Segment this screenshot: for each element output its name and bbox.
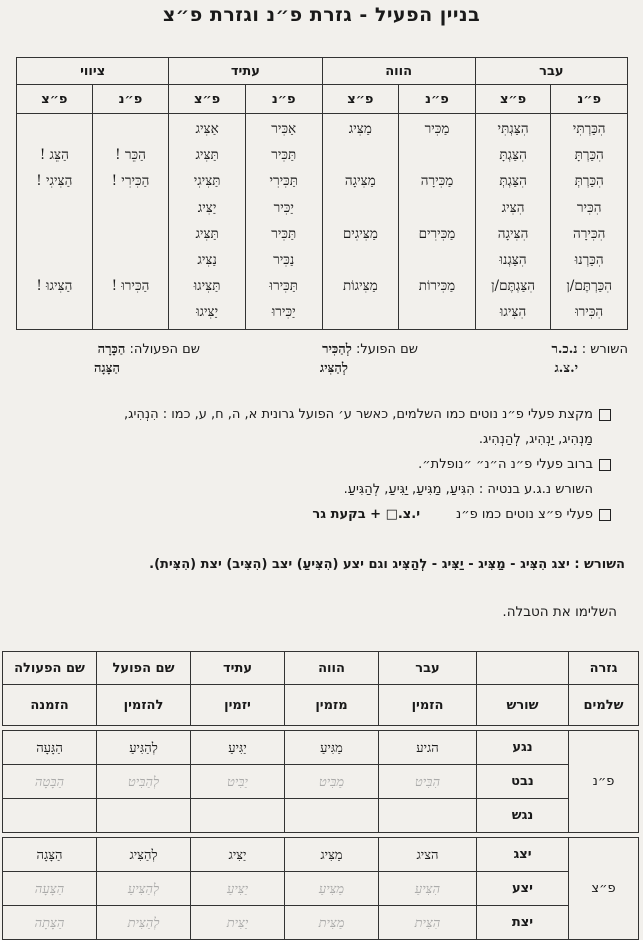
note-3: פעלי פ״צ נוטים כמו פ״נ י.צ.□ + בקעת גר [16,502,611,527]
root-ytzg: י.צ.ג [554,361,578,376]
example-action-noun: הזמנה [3,685,97,726]
group-pn: פ״נ [569,731,639,833]
header-future: עתיד [169,58,322,85]
root-cell: יצת [477,906,569,940]
conjugated-form [399,299,475,325]
future-cell[interactable]: יַצִּיעַ [191,872,285,906]
column-future-pn [245,114,322,330]
conjugated-form: הִכִּירָה [573,225,606,242]
infinitive-lehakir: לְהַכִּיר [322,342,352,357]
checkbox-icon [599,509,611,521]
header-shlemim: שלמים [569,685,639,726]
conjugated-form [93,116,169,142]
column-present-pn [399,114,476,330]
conjugated-form: מַצִּיגִים [342,225,378,242]
root-cell: יצג [477,838,569,872]
subheader-pz: פ״צ [17,85,93,114]
conjugated-form [17,116,92,142]
conjugated-form: תַּצִּיג [195,147,219,164]
action-noun-cell[interactable]: הַגָּעָה [3,731,97,765]
conjugated-form [93,247,169,273]
conjugated-form [93,195,169,221]
action-noun-cell[interactable]: הַצָּגָה [3,838,97,872]
roots-summary [16,340,628,380]
conjugated-form: הִצִּיגָה [497,225,529,242]
conjugated-form: יַצִּיג [197,199,217,216]
future-cell[interactable]: יַצִּית [191,906,285,940]
example-infinitive: להזמין [97,685,191,726]
conjugated-form [323,142,399,168]
table-row [3,838,639,872]
table-row [3,799,639,833]
conjugated-form: הִצִּיג [501,199,525,216]
header-present: הווה [322,58,475,85]
conjugated-form: תַּכִּיר [271,147,297,164]
infinitive-cell[interactable]: לְהַבִּיט [97,765,191,799]
conjugated-form: יַכִּיר [273,199,294,216]
action-noun-cell[interactable]: הַבָּטָה [3,765,97,799]
root-nkr: נ.כ.ר [551,342,578,357]
instruction: השלימו את הטבלה. [502,604,617,620]
conjugated-form: הִצַּגְנוּ [499,251,527,268]
conjugated-form: הַצֵּג ! [39,147,69,164]
conjugated-form: תַּצִּיג [195,225,219,242]
note-2-example: השורש נ.ג.ע בנטיה : הִגִּיעַ, מַגִּיעַ, יַגִּיעַ, לְהַגִּיעַ. [343,482,593,497]
column-past-pz [475,114,551,330]
header-past: עבר [475,58,627,85]
conjugated-form [323,195,399,221]
future-cell[interactable]: יַבִּיט [191,765,285,799]
table-row [3,872,639,906]
conjugated-form [323,299,399,325]
conjugated-form: מַצִּיגוֹת [342,278,378,295]
conjugated-form: תַּכִּירוּ [269,278,298,295]
subheader-pn: פ״נ [551,85,628,114]
page-title: בניין הפעיל - גזרת פ״נ וגזרת פ״צ [162,4,481,26]
conjugated-form: הַצִּיגִי ! [36,173,73,190]
conjugated-form: אַכִּיר [271,121,297,137]
conjugated-form: נַכִּיר [273,251,295,268]
example-future: יזמין [191,685,285,726]
note-3-formula: י.צ.□ + בקעת גר [312,507,421,522]
conjugated-form: הִצַּגְתָּ [499,147,527,164]
column-past-pn [551,114,628,330]
column-future-pz [169,114,246,330]
past-cell[interactable]: הגיע [379,731,477,765]
action-noun-hakara: הַכָּרָה [97,342,126,357]
conjugated-form: נַצִּיג [197,251,217,268]
past-cell[interactable]: הִצִּיעַ [379,872,477,906]
conjugated-form: מַכִּיר [424,121,450,137]
infinitive-cell[interactable]: לְהַצִּית [97,906,191,940]
group-pz: פ״צ [569,838,639,940]
header-infinitive: שם הפועל [97,652,191,685]
infinitive-cell[interactable]: לְהַצִּיעַ [97,872,191,906]
action-noun-cell[interactable]: הַצָּתָה [3,906,97,940]
conjugated-form: הִכִּיר [576,199,602,216]
header-root: שורש [477,685,569,726]
header-present: הווה [285,652,379,685]
conjugated-form [17,221,92,247]
present-cell[interactable] [285,799,379,833]
note-1-continued: מַנְהִיג, יַנְהִיג, לְהַנְהִיג. [478,432,593,447]
conjugated-form: תַּצִּיגוּ [193,278,221,295]
infinitive-cell[interactable]: לְהַגִּיעַ [97,731,191,765]
action-noun-cell[interactable] [3,799,97,833]
conjugated-form: אַצִּיג [195,121,219,137]
present-cell[interactable]: מַצִּיג [285,838,379,872]
infinitive-cell[interactable] [97,799,191,833]
column-imperative-pz [17,114,93,330]
root-cell: נגש [477,799,569,833]
conjugated-form [17,247,92,273]
example-past: הזמין [379,685,477,726]
conjugated-form [93,299,169,325]
root-label: השורש : [581,342,628,357]
past-cell[interactable]: הציג [379,838,477,872]
conjugation-table [16,57,628,330]
table-row [3,906,639,940]
conjugated-form: מַכִּירָה [420,173,454,190]
root-examples-line: השורש : יצג הִצִּיג - מַצִּיג - יַצִּיג - לְהַצִּיג וגם יצע (הִצִּיעַ) יצב (הִצִּיב) יצת (הִצִּית). [149,557,625,572]
present-cell[interactable]: מַצִּית [285,906,379,940]
header-group: גזרה [569,652,639,685]
header-action-noun: שם הפעולה [3,652,97,685]
conjugated-form [399,247,475,273]
subheader-pn: פ״נ [399,85,476,114]
subheader-pn: פ״נ [92,85,169,114]
present-cell[interactable]: מַגִּיעַ [285,731,379,765]
conjugated-form [93,221,169,247]
conjugated-form: הַכֵּר ! [115,147,146,164]
infinitive-cell[interactable]: לְהַצִּיג [97,838,191,872]
conjugated-form [399,195,475,221]
header-future: עתיד [191,652,285,685]
past-cell[interactable] [379,799,477,833]
conjugated-form: הַכִּירִי ! [111,173,150,190]
conjugated-form: תַּכִּיר [271,225,297,242]
column-present-pz [322,114,399,330]
infinitive-label: שם הפועל: [355,342,418,357]
conjugated-form: יַכִּירוּ [271,304,296,321]
past-cell[interactable]: הִצִּית [379,906,477,940]
conjugated-form: הִכַּרְתָּ [574,147,604,164]
root-cell: נגע [477,731,569,765]
root-cell: יצע [477,872,569,906]
conjugated-form: הַצִּיגוּ ! [36,278,73,295]
future-cell[interactable] [191,799,285,833]
action-noun-hatzaga: הַצָּגָה [93,361,120,376]
conjugated-form: הִכַּרְתְּ [574,173,604,190]
conjugated-form: הִכַּרְתֶּם/ן [566,278,613,295]
conjugated-form: הִכַּרְתִּי [572,121,606,137]
conjugated-form: הִצַּגְתִּי [497,121,529,137]
note-1: מקצת פעלי פ״נ נוטים כמו השלמים, כאשר ע׳ הפועל גרונית א, ה, ח, ע, כמו : הִנְהִיג, [16,402,611,427]
grammar-notes [16,402,611,527]
conjugated-form [17,299,92,325]
conjugated-form: הִכִּירוּ [575,304,604,321]
subheader-pz: פ״צ [169,85,246,114]
header-blank [477,652,569,685]
conjugated-form [323,247,399,273]
header-past: עבר [379,652,477,685]
future-cell[interactable]: יַגִּיעַ [191,731,285,765]
conjugated-form [17,195,92,221]
checkbox-icon [599,409,611,421]
action-noun-cell[interactable]: הַצָּעָה [3,872,97,906]
note-2: ברוב פעלי פ״נ ה״נ״ ״נופלת״. [16,452,611,477]
infinitive-lehatzig: לְהַצִּיג [319,361,348,376]
conjugated-form: הִצַּגְתֶּם/ן [491,278,536,295]
header-imperative: ציווי [17,58,169,85]
exercise-table [2,651,639,940]
checkbox-icon [599,459,611,471]
subheader-pz: פ״צ [322,85,399,114]
subheader-pn: פ״נ [245,85,322,114]
table-row [3,765,639,799]
conjugated-form: מַכִּירוֹת [418,278,456,295]
past-cell[interactable]: הִבִּיט [379,765,477,799]
conjugated-form: מַצִּיג [348,121,372,137]
conjugated-form [399,142,475,168]
future-cell[interactable]: יַצִּיג [191,838,285,872]
conjugated-form: יַצִּיגוּ [196,304,219,321]
conjugated-form: הִצִּיגוּ [499,304,527,321]
subheader-pz: פ״צ [475,85,551,114]
example-present: מזמין [285,685,379,726]
table-row [3,731,639,765]
column-imperative-pn [92,114,169,330]
conjugated-form: הִכַּרְנוּ [574,251,604,268]
conjugated-form: מַצִּיגָה [344,173,376,190]
conjugated-form: הַכִּירוּ ! [111,278,150,295]
present-cell[interactable]: מַצִּיעַ [285,872,379,906]
present-cell[interactable]: מַבִּיט [285,765,379,799]
conjugated-form: הִצַּגְתְּ [499,173,527,190]
conjugated-form: מַכִּירִים [418,225,456,242]
conjugated-form: תַּצִּיגִי [193,173,221,190]
root-cell: נבט [477,765,569,799]
action-noun-label: שם הפעולה: [129,342,200,357]
conjugated-form: תַּכִּירִי [269,173,298,190]
